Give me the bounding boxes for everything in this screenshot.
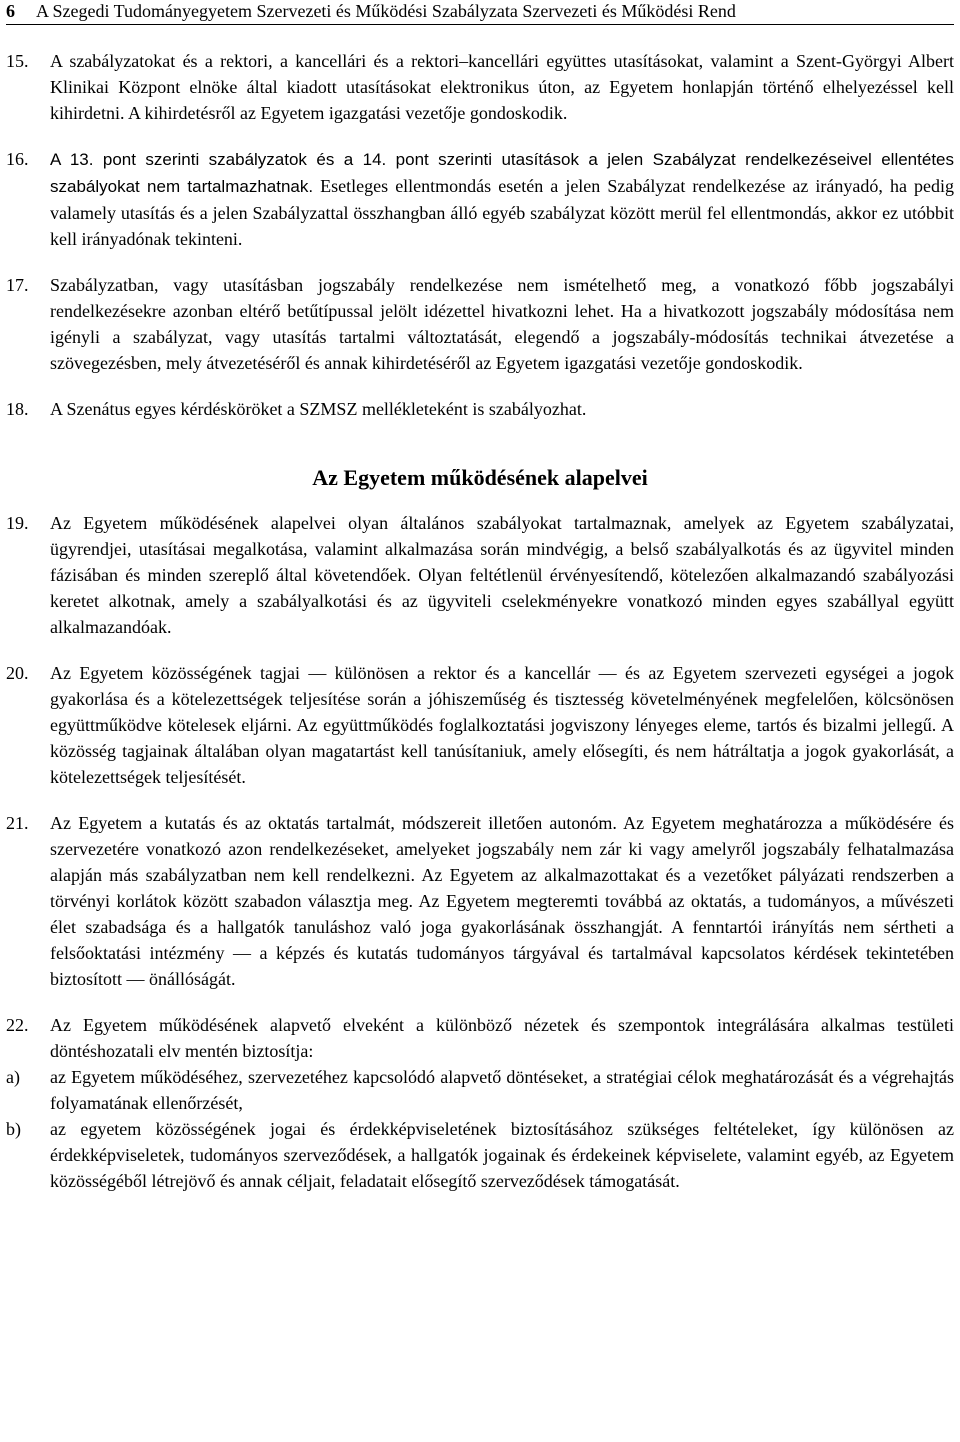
paragraph-text: Az Egyetem működésének alapvető elveként a különböző nézetek és szempontok integrálására alkalmas testületi döntéshozatali elv mentén biztosítja: <box>50 1015 954 1061</box>
paragraph-number: 19. <box>6 513 29 533</box>
paragraph-number: 20. <box>6 663 29 683</box>
paragraph-21 <box>6 810 954 992</box>
sub-item-list <box>6 1064 954 1194</box>
section-title: Az Egyetem működésének alapelvei <box>312 465 648 490</box>
paragraph-number: 22. <box>6 1015 29 1035</box>
paragraph-20 <box>6 660 954 790</box>
paragraph-number: 16. <box>6 149 29 169</box>
header-title: A Szegedi Tudományegyetem Szervezeti és Működési Szabályzata Szervezeti és Működési Rend <box>36 1 736 21</box>
paragraph-number: 18. <box>6 399 29 419</box>
paragraph-number: 21. <box>6 813 29 833</box>
paragraph-number: 15. <box>6 51 29 71</box>
paragraph-text-rest: Esetleges ellentmondás esetén a jelen Szabályzat rendelkezése az irányadó, ha pedig valamely utasítás és a jelen Szabályzattal összhangban álló egyéb szabályzat között merül fel ellentmondás, akkor ez utóbbit kell irányadónak tekinteni. <box>50 176 954 249</box>
paragraph-15 <box>6 48 954 126</box>
paragraph-19 <box>6 510 954 640</box>
sub-item-b <box>6 1116 954 1194</box>
quoted-text: A 13. pont szerinti szabályzatok és a 14. pont szerinti utasítások a jelen Szabályzat rendelkezéseivel ellentétes szabályokat nem tartalmazhatnak. <box>50 150 954 196</box>
paragraph-16 <box>6 146 954 252</box>
paragraph-text: A szabályzatokat és a rektori, a kancellári és a rektori–kancellári együttes utasításokat, valamint a Szent-Györgyi Albert Klinikai Központ elnöke által kiadott utasításokat elektronikus úton, az Egyetem honlapján történő elhelyezéssel kell kihirdetni. A kihirdetésről az Egyetem igazgatási vezetője gondoskodik. <box>50 51 954 123</box>
paragraph-text <box>50 146 954 252</box>
sub-item-a <box>6 1064 954 1116</box>
sub-item-text: az egyetem közösségének jogai és érdekképviseletének biztosításához szükséges feltételeket, így különösen az érdekképviseletek, tudományos szerveződések, a hallgatók jogainak és érdekeinek képviselete, valamint egyéb, az Egyetem közösségéből létrejövő és annak céljait, feladatait elősegítő szerveződések támogatását. <box>50 1119 954 1191</box>
paragraph-text: Az Egyetem a kutatás és az oktatás tartalmát, módszereit illetően autonóm. Az Egyetem meghatározza a működésére és szervezetére vonatkozó azon rendelkezéseket, amelyeket jogszabály nem zár ki vagy amelyről jogszabály felhatalmazása alapján más szabályzatban nem kell rendelkezni. Az Egyetem az alkalmazottakat és a vezetőket pályázati rendszerben a törvényi korlátok között szabadon választja meg. Az Egyetem megteremti továbbá az oktatás, a tudományos, a művészeti élet szabadsága és a hallgatók tanuláshoz való joga gyakorlásának összhangját. A fenntartói irányítás nem sértheti a felsőoktatási intézmény — a képzés és kutatás tudományos tárgyával és tartalmával kapcsolatos kérdések tekintetében biztosított — önállóságát. <box>50 813 954 989</box>
paragraph-text: Szabályzatban, vagy utasításban jogszabály rendelkezése nem ismételhető meg, a vonatkozó főbb jogszabályi rendelkezésekre azonban eltérő betűtípussal jelölt idézettel hivatkozni lehet. Ha a hivatkozott jogszabály módosítása nem igényli a szabályzat, vagy utasítás tartalmi változtatását, elegendő a jogszabály-módosítás technikai átvezetése a szövegezésben, mely átvezetéséről és annak kihirdetéséről az Egyetem igazgatási vezetője gondoskodik. <box>50 275 954 373</box>
sub-item-text: az Egyetem működéséhez, szervezetéhez kapcsolódó alapvető döntéseket, a stratégiai célok meghatározását és a végrehajtás folyamatának ellenőrzését, <box>50 1067 954 1113</box>
document-body <box>6 48 954 1194</box>
page-header <box>6 0 954 25</box>
paragraph-text: Az Egyetem közösségének tagjai — különösen a rektor és a kancellár — és az Egyetem szervezeti egységei a jogok gyakorlása és a kötelezettségek teljesítése során a jóhiszeműség és tisztesség követelményének megfelelően, kölcsönösen együttműködve kötelesek eljárni. Az együttműködés foglalkoztatási jogviszony lényeges eleme, tartós és bizalmi jellegű. A közösség tagjainak általában olyan magatartást kell tanúsítaniuk, amely elősegíti, és nem hátráltatja a jogok gyakorlását, a kötelezettségek teljesítését. <box>50 663 954 787</box>
page-number: 6 <box>6 1 15 21</box>
paragraph-17 <box>6 272 954 376</box>
sub-item-letter: a) <box>6 1067 20 1087</box>
paragraph-text: Az Egyetem működésének alapelvei olyan általános szabályokat tartalmaznak, amelyek az Egyetem szabályzatai, ügyrendjei, utasításai megalkotása, valamint alkalmazása során mindvégig, a belső szabályalkotás és az ügyvitel minden fázisában és minden szereplő által követendőek. Olyan feltétlenül érvényesítendő, kötelezően alkalmazandó szabályozási keretet alkotnak, amely a szabályalkotási és az ügyviteli cselekményekre vonatkozó minden egyes szabállyal együtt alkalmazandóak. <box>50 513 954 637</box>
sub-item-letter: b) <box>6 1119 21 1139</box>
paragraph-18 <box>6 396 954 422</box>
paragraph-number: 17. <box>6 275 29 295</box>
paragraph-22 <box>6 1012 954 1064</box>
paragraph-text: A Szenátus egyes kérdésköröket a SZMSZ mellékleteként is szabályozhat. <box>50 399 587 419</box>
